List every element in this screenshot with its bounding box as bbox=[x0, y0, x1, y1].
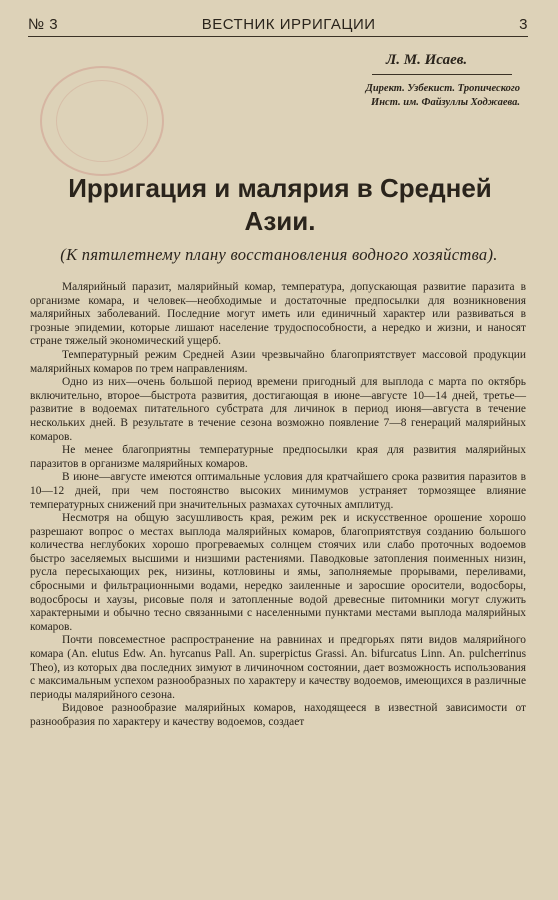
author-name: Л. М. Исаев. bbox=[386, 52, 468, 68]
issue-number: № 3 bbox=[28, 15, 59, 33]
header-rule bbox=[28, 36, 528, 37]
author-rule bbox=[372, 74, 512, 75]
article-body bbox=[30, 281, 526, 730]
paragraph: Несмотря на общую засушливость края, режим рек и искусственное орошение хорошо разрешают вопрос о местах выплода малярийных комаров, благоприятствуя созданию большого количества неглубоких хорошо прогреваемых солнцем стоячих или слабо проточных водоемов быстро заселяемых высшими и низшими растениями. Паводковые затопления поименных низин, русла пересыхающих рек, низины, котловины и ямы, заполняемые прорывами, переливами, сбросными и фильтрационными водами, нередко заиленные и заросшие оросители, водосборы, водосбросы и хаузы, рисовые поля и затопленные водой древесные питомники могут служить характерными и обычно тесно связанными с населенными пунктами местами выплода малярийных комаров. bbox=[30, 512, 526, 633]
page-number: 3 bbox=[519, 15, 528, 33]
author-affiliation bbox=[366, 82, 520, 110]
running-header bbox=[28, 14, 528, 34]
paragraph: Малярийный паразит, малярийный комар, температура, допускающая развитие паразита в организме комара, и человек—необходимые и достаточные предпосылки для возникновения малярийных заболеваний. Последние могут иметь или единичный характер или развиваться в грозные эпидемии, которые лишают население трудоспособности, а нередко и жизни, и наносят стране тяжелый экономический ущерб. bbox=[30, 281, 526, 348]
affiliation-line-1: Директ. Узбекист. Тропического bbox=[365, 83, 520, 94]
paragraph: Температурный режим Средней Азии чрезвычайно благоприятствует массовой продукции малярийных комаров по трем направлениям. bbox=[30, 348, 526, 375]
paragraph: Видовое разнообразие малярийных комаров, находящееся в известной зависимости от разнообразия по характеру и качеству водоемов, создает bbox=[30, 702, 526, 728]
article-subtitle: (К пятилетнему плану восстановления водного хозяйства). bbox=[60, 245, 498, 264]
paragraph: Почти повсеместное распространение на равнинах и предгорьях пяти видов малярийного комара (An. elutus Edw. An. hyrcanus Pall. An. superpictus Grassi. An. bifurcatus Linn. An. pulcherrinus Theo), из которых два последних зимуют в личиночном состоянии, дает возможность использования с максимальным успехом разнообразных по характеру и качеству водоемов, имеющихся в различные периоды малярийного сезона. bbox=[30, 634, 526, 701]
paragraph: В июне—августе имеются оптимальные условия для кратчайшего срока развития паразитов в 10—12 дней, при чем постоянство высоких минимумов устраняет тормозящее влияние температурных снижений при значительных размахах суточных амплитуд. bbox=[30, 471, 526, 511]
article-title: Ирригация и малярия в Средней Азии. bbox=[68, 173, 492, 236]
paragraph: Не менее благоприятны температурные предпосылки края для развития малярийных паразитов в организме малярийных комаров. bbox=[30, 444, 526, 470]
paragraph: Одно из них—очень большой период времени пригодный для выплода с марта по октябрь включительно, второе—быстрота развития, достигающая в июне—августе 10—14 дней, третье—развитие в водоемах питательного субстрата для личинок в период июня—августа в течение нескольких дней. В результате в течение сезона возможно появление 7—8 генераций малярийных комаров. bbox=[30, 376, 526, 443]
journal-title: ВЕСТНИК ИРРИГАЦИИ bbox=[201, 15, 376, 33]
affiliation-line-2: Инст. им. Файзуллы Ходжаева. bbox=[371, 97, 520, 108]
library-stamp bbox=[40, 66, 164, 176]
